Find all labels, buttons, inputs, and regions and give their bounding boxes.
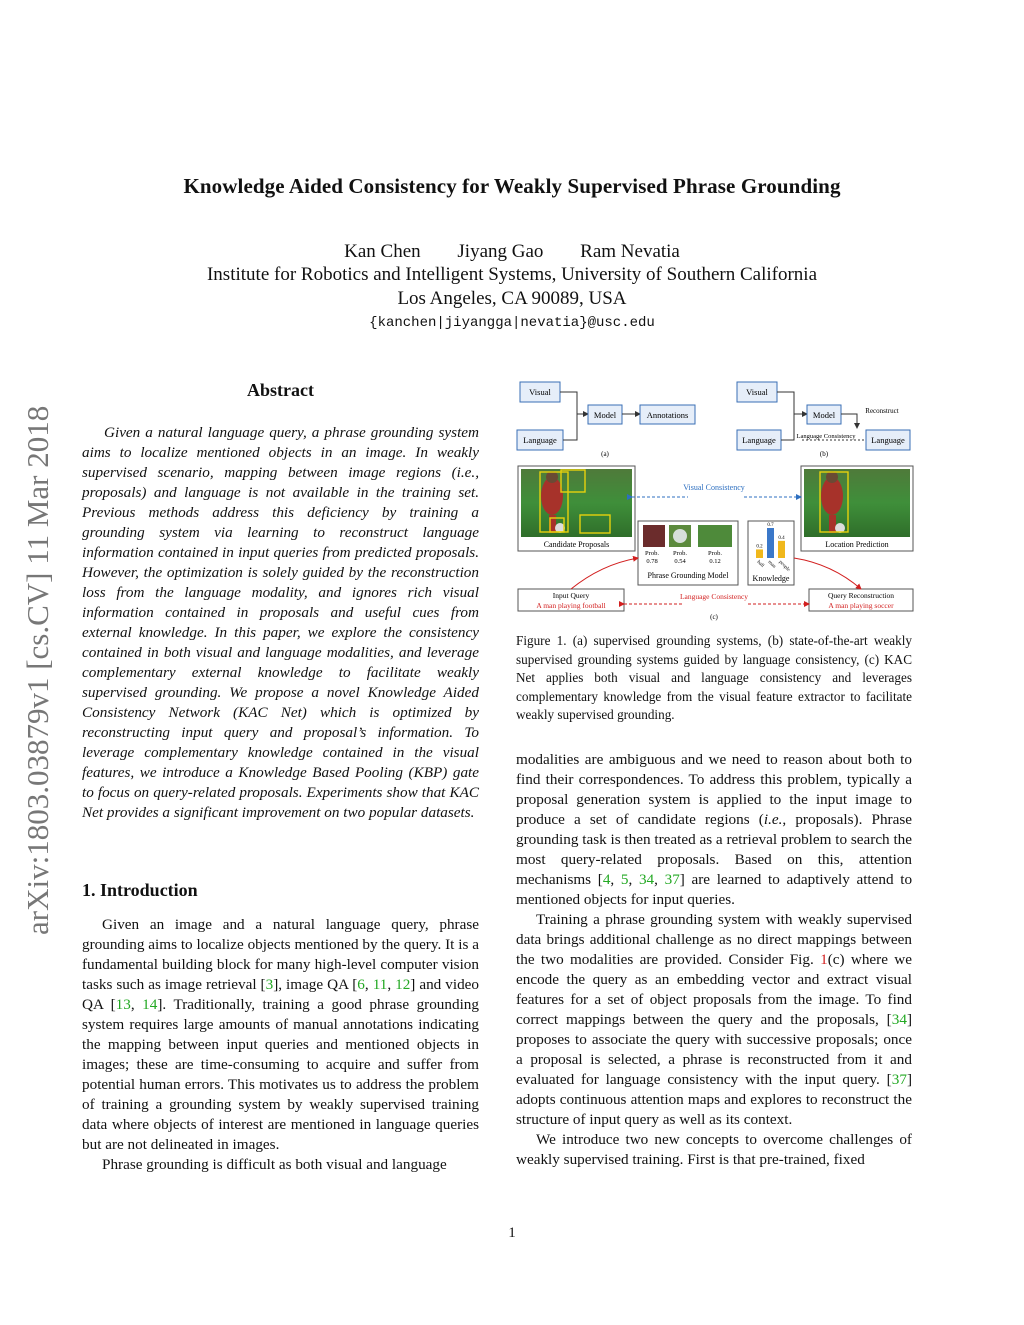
language-label: Language xyxy=(523,435,557,445)
reconstruct-label: Reconstruct xyxy=(865,407,899,415)
author-name: Ram Nevatia xyxy=(580,241,680,262)
body-paragraph: Training a phrase grounding system with weakly supervised data brings additional challenge as no direct mappings between the two modalities are provided. Consider Fig. 1(c) where we encode the query as an embedding vector and extract visual features for a set of object proposals from the image. To find correct mappings between the query and the proposals, [34] proposes to associate the query with successive proposals; once a proposal is selected, a phrase is reconstructed from it and evaluated for language consistency with the input query. [37] adopts continuous attention maps and explores to reconstruct the structure of input query as well as its context. xyxy=(516,911,912,1128)
citation-link[interactable]: 37 xyxy=(891,1071,907,1088)
author-name: Jiyang Gao xyxy=(457,241,544,262)
prob-value: 0.12 xyxy=(709,558,721,565)
citation-link[interactable]: 34 xyxy=(638,871,655,888)
author-email: {kanchen|jiyangga|nevatia}@usc.edu xyxy=(369,315,655,331)
figure-link[interactable]: 1 xyxy=(820,951,828,968)
annotations-label: Annotations xyxy=(646,410,689,420)
abstract-heading: Abstract xyxy=(247,380,314,400)
knowledge-bar-label: people xyxy=(777,559,791,573)
arxiv-identifier: arXiv:1803.03879v1 [cs.CV] 11 Mar 2018 xyxy=(20,405,55,935)
location: Los Angeles, CA 90089, USA xyxy=(397,288,627,309)
intro-paragraph: Given an image and a natural language query, phrase grounding aims to localize objects mentioned by the query. It is a fundamental building block for many high-level computer vision tasks such as image retrieval [3], image QA [6, 11, 12] and video QA [13, 14]. Traditionally, training a good phrase grounding system requires large amounts of manual annotations indicating the mapping between input queries and mentioned objects in images; these are time-consuming to acquire and suffer from potential human errors. This motivates us to address the problem of training a grounding system by weakly supervised training data where objects of interest are mentioned in language queries but are not delineated in images. xyxy=(82,916,480,1153)
body-paragraph: modalities are ambiguous and we need to reason about both to find their correspondences. To address this problem, typically a proposal generation system is applied to the input image to produce a set of candidate regions (i.e., proposals). Phrase grounding task is then treated as a retrieval problem to search the most query-related proposals. Based on this, attention mechanisms [4, 5, 34, 37] are learned to adaptively attend to mentioned objects for input queries. xyxy=(516,751,913,908)
label-c: (c) xyxy=(710,613,718,621)
diagram-b xyxy=(737,382,910,458)
body-paragraph: We introduce two new concepts to overcome challenges of weakly supervised training. First is that pre-trained, fixed xyxy=(516,1131,912,1168)
label-b: (b) xyxy=(819,450,829,458)
knowledge-bar xyxy=(778,541,785,558)
visual-consistency-label: Visual Consistency xyxy=(683,483,745,492)
citation-link[interactable]: 13 xyxy=(115,996,131,1013)
visual-label: Visual xyxy=(529,387,551,397)
abstract-text: Given a natural language query, a phrase grounding system aims to localize mentioned objects in an image. In weakly supervised scenario, mapping between image regions (i.e., proposals) and language is not available in the training set. Previous methods address this deficiency by training a grounding system via learning to reconstruct language information contained in input queries from predicted proposals. However, the optimization is solely guided by the reconstruction loss from the language modality, and ignores rich visual information contained in proposals and useful cues from external knowledge. In this paper, we explore the consistency contained in both visual and language modalities, and leverage complementary external knowledge to facilitate weakly supervised grounding. We propose a novel Knowledge Aided Consistency Network (KAC Net) which is optimized by reconstructing input query and proposal’s information. To leverage complementary knowledge contained in the visual features, we introduce a Knowledge Based Pooling (KBP) gate to focus on query-related proposals. Experiments show that KAC Net provides a significant improvement on two popular datasets. xyxy=(82,424,479,821)
author-list xyxy=(0,241,1024,263)
location-prediction-label: Location Prediction xyxy=(825,540,889,549)
citation-link[interactable]: 37 xyxy=(664,871,680,888)
prob-label: Prob. xyxy=(645,550,659,557)
query-reconstruction-label: Query Reconstruction xyxy=(827,591,895,600)
author-name: Kan Chen xyxy=(344,241,421,262)
figure-1 xyxy=(512,378,918,623)
phrase-grounding-model-label: Phrase Grounding Model xyxy=(647,571,729,580)
abstract-body xyxy=(82,423,479,823)
right-column-body xyxy=(516,750,912,1170)
diagram-c xyxy=(518,466,913,621)
paper-title: Knowledge Aided Consistency for Weakly Supervised Phrase Grounding xyxy=(183,174,841,198)
soccer-image xyxy=(521,469,632,537)
knowledge-bar-label: man xyxy=(766,559,777,570)
prob-label: Prob. xyxy=(708,550,722,557)
diagram-a xyxy=(517,382,695,458)
visual-label: Visual xyxy=(746,387,768,397)
prob-value: 0.54 xyxy=(674,558,686,565)
language-consistency-label: Language Consistency xyxy=(679,592,749,601)
input-query-label: Input Query xyxy=(552,591,590,600)
page-number: 1 xyxy=(508,1225,516,1241)
affiliation: Institute for Robotics and Intelligent Systems, University of Southern California xyxy=(206,264,818,285)
knowledge-bar-value: 0.2 xyxy=(756,544,763,550)
section-heading: 1. Introduction xyxy=(82,880,198,900)
input-query-text: A man playing football xyxy=(536,601,606,610)
query-reconstruction-text: A man playing soccer xyxy=(828,601,894,610)
prob-value: 0.78 xyxy=(646,558,658,565)
language-label: Language xyxy=(742,435,776,445)
citation-link[interactable]: 34 xyxy=(891,1011,907,1028)
knowledge-bar-label: ball xyxy=(755,559,765,569)
citation-link[interactable]: 5 xyxy=(620,871,629,888)
model-label: Model xyxy=(593,410,617,420)
language-consistency-label: Language Consistency xyxy=(796,433,856,440)
prob-label: Prob. xyxy=(673,550,687,557)
citation-link[interactable]: 4 xyxy=(602,871,611,888)
citation-link[interactable]: 12 xyxy=(395,976,411,993)
citation-link[interactable]: 3 xyxy=(265,976,274,993)
knowledge-bar xyxy=(756,549,763,558)
intro-paragraph: Phrase grounding is difficult as both visual and language xyxy=(102,1156,447,1173)
knowledge-label: Knowledge xyxy=(752,574,790,583)
citation-link[interactable]: 14 xyxy=(142,996,158,1013)
citation-link[interactable]: 6 xyxy=(357,976,365,993)
language-label: Language xyxy=(871,435,905,445)
citation-link[interactable]: 11 xyxy=(372,976,388,993)
model-label: Model xyxy=(812,410,836,420)
label-a: (a) xyxy=(601,450,609,458)
knowledge-bar-value: 0.7 xyxy=(767,523,774,528)
intro-body xyxy=(82,915,479,1175)
figure-caption: Figure 1. (a) supervised grounding systems, (b) state-of-the-art weakly supervised grounding systems guided by language consistency, (c) KAC Net applies both visual and language consistency and leverages complementary knowledge from the visual feature extractor to facilitate weakly supervised grounding. xyxy=(516,633,912,722)
knowledge-bar-value: 0.4 xyxy=(778,535,785,541)
knowledge-bar xyxy=(767,528,774,558)
candidate-proposals-label: Candidate Proposals xyxy=(543,540,610,549)
